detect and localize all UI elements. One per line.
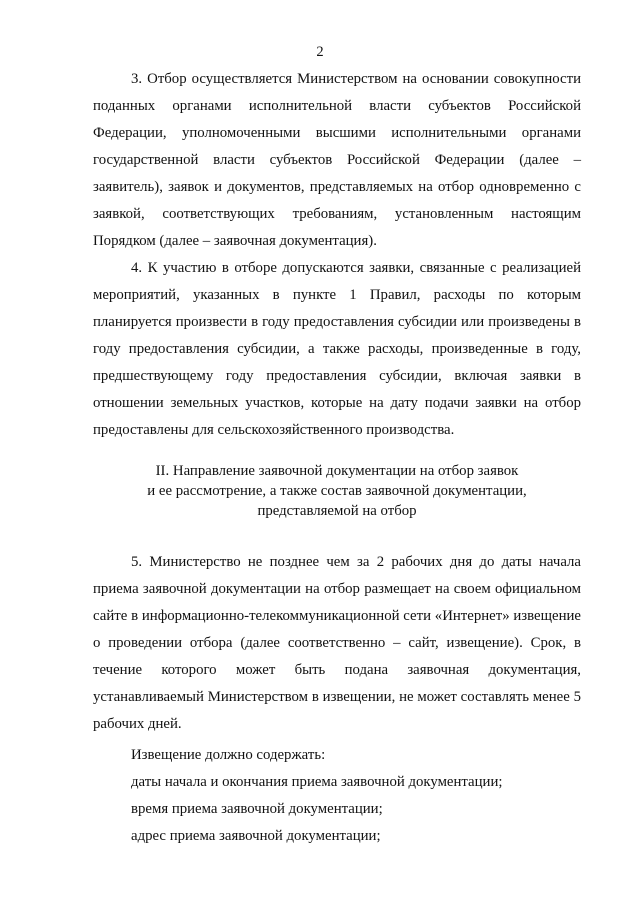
section-heading-line-1: II. Направление заявочной документации на отбор заявок bbox=[155, 463, 519, 479]
paragraph-4: 4. К участию в отборе допускаются заявки, связанные с реализацией мероприятий, указанных в пункте 1 Правил, расходы по которым планируется произвести в году предоставления субсидии или произведены в году предоставления субсидии, а также расходы, произведенные в году, предшествующему году предоставления субсидии, включая заявки в отношении земельных участков, которые на дату подачи заявки на отбор предоставлены для сельскохозяйственного производства. bbox=[93, 260, 581, 438]
section-heading-line-2: и ее рассмотрение, а также состав заявочной документации, bbox=[147, 483, 527, 499]
page-number: 2 bbox=[316, 44, 324, 60]
section-heading-line-3: представляемой на отбор bbox=[257, 503, 417, 519]
paragraph-5: 5. Министерство не позднее чем за 2 рабочих дня до даты начала приема заявочной документации на отбор размещает на своем официальном сайте в информационно-телекоммуникационной сети «Интернет» извещение о проведении отбора (далее соответственно – сайт, извещение). Срок, в течение которого может быть подана заявочная документация, устанавливаемый Министерством в извещении, не может составлять менее 5 рабочих дней. bbox=[93, 554, 581, 732]
notice-item: время приема заявочной документации; bbox=[131, 801, 383, 817]
notice-item: адрес приема заявочной документации; bbox=[131, 828, 381, 844]
paragraph-3: 3. Отбор осуществляется Министерством на основании совокупности поданных органами исполнительной власти субъектов Российской Федерации, уполномоченными высшими исполнительными органами государственной власти субъектов Российской Федерации (далее – заявитель), заявок и документов, представляемых на отбор одновременно с заявкой, соответствующих требованиям, установленным настоящим Порядком (далее – заявочная документация). bbox=[93, 71, 581, 249]
notice-item: даты начала и окончания приема заявочной документации; bbox=[131, 774, 503, 790]
section-heading bbox=[93, 461, 581, 521]
notice-intro: Извещение должно содержать: bbox=[131, 747, 326, 763]
document-body bbox=[93, 66, 581, 850]
